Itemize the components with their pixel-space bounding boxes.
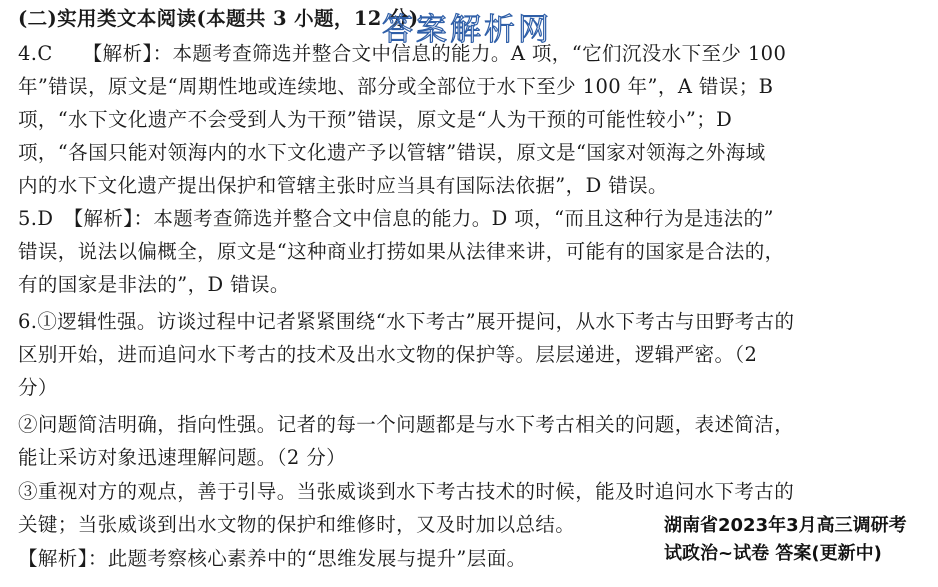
answer-6-line-8: 【解析】：此题考察核心素养中的“思维发展与提升”层面。	[18, 547, 527, 570]
watermark-logo: 答案解析网	[382, 12, 552, 48]
answer-4-line-2: 年”错误，原文是“周期性地或连续地、部分或全部位于水下至少 100 年”，A 错误；B	[18, 75, 774, 98]
answer-6-line-6: ③重视对方的观点，善于引导。当张威谈到水下考古技术的时候，能及时追问水下考古的	[18, 480, 795, 503]
answer-6-line-4: ②问题简洁明确，指向性强。记者的每一个问题都是与水下考古相关的问题，表述简洁，	[18, 413, 795, 436]
answer-6-line-7: 关键；当张威谈到出水文物的保护和维修时，又及时加以总结。	[18, 513, 576, 536]
answer-4-line-3: 项，“水下文化遗产不会受到人为干预”错误，原文是“人为干预的可能性较小”；D	[18, 108, 733, 131]
answer-4-line-1: 4.C 【解析】：本题考查筛选并整合文中信息的能力。A 项，“它们沉没水下至少 100	[18, 42, 787, 65]
answer-6-line-1: 6.①逻辑性强。访谈过程中记者紧紧围绕“水下考古”展开提问，从水下考古与田野考古的	[18, 310, 795, 333]
overlay-line-1: 湖南省2023年3月高三调研考	[664, 515, 907, 536]
section-heading: (二)实用类文本阅读(本题共 3 小题，12 分)	[18, 7, 419, 30]
answer-6-line-5: 能让采访对象迅速理解问题。（2 分）	[18, 446, 347, 469]
answer-5-line-1: 5.D 【解析】：本题考查筛选并整合文中信息的能力。D 项，“而且这种行为是违法的”	[18, 207, 774, 230]
answer-6-line-2: 区别开始，进而追问水下考古的技术及出水文物的保护等。层层递进，逻辑严密。（2	[18, 343, 758, 366]
answer-5-line-2: 错误，说法以偏概全，原文是“这种商业打捞如果从法律来讲，可能有的国家是合法的，	[18, 240, 785, 263]
overlay-line-2: 试政治~试卷 答案(更新中)	[664, 543, 882, 564]
answer-4-line-5: 内的水下文化遗产提出保护和管辖主张时应当具有国际法依据”，D 错误。	[18, 174, 668, 197]
answer-4-line-4: 项，“各国只能对领海内的水下文化遗产予以管辖”错误，原文是“国家对领海之外海域	[18, 141, 766, 164]
title-overlay-link[interactable]	[658, 508, 938, 587]
answer-5-line-3: 有的国家是非法的”，D 错误。	[18, 273, 290, 296]
answer-6-line-3: 分）	[18, 376, 58, 399]
